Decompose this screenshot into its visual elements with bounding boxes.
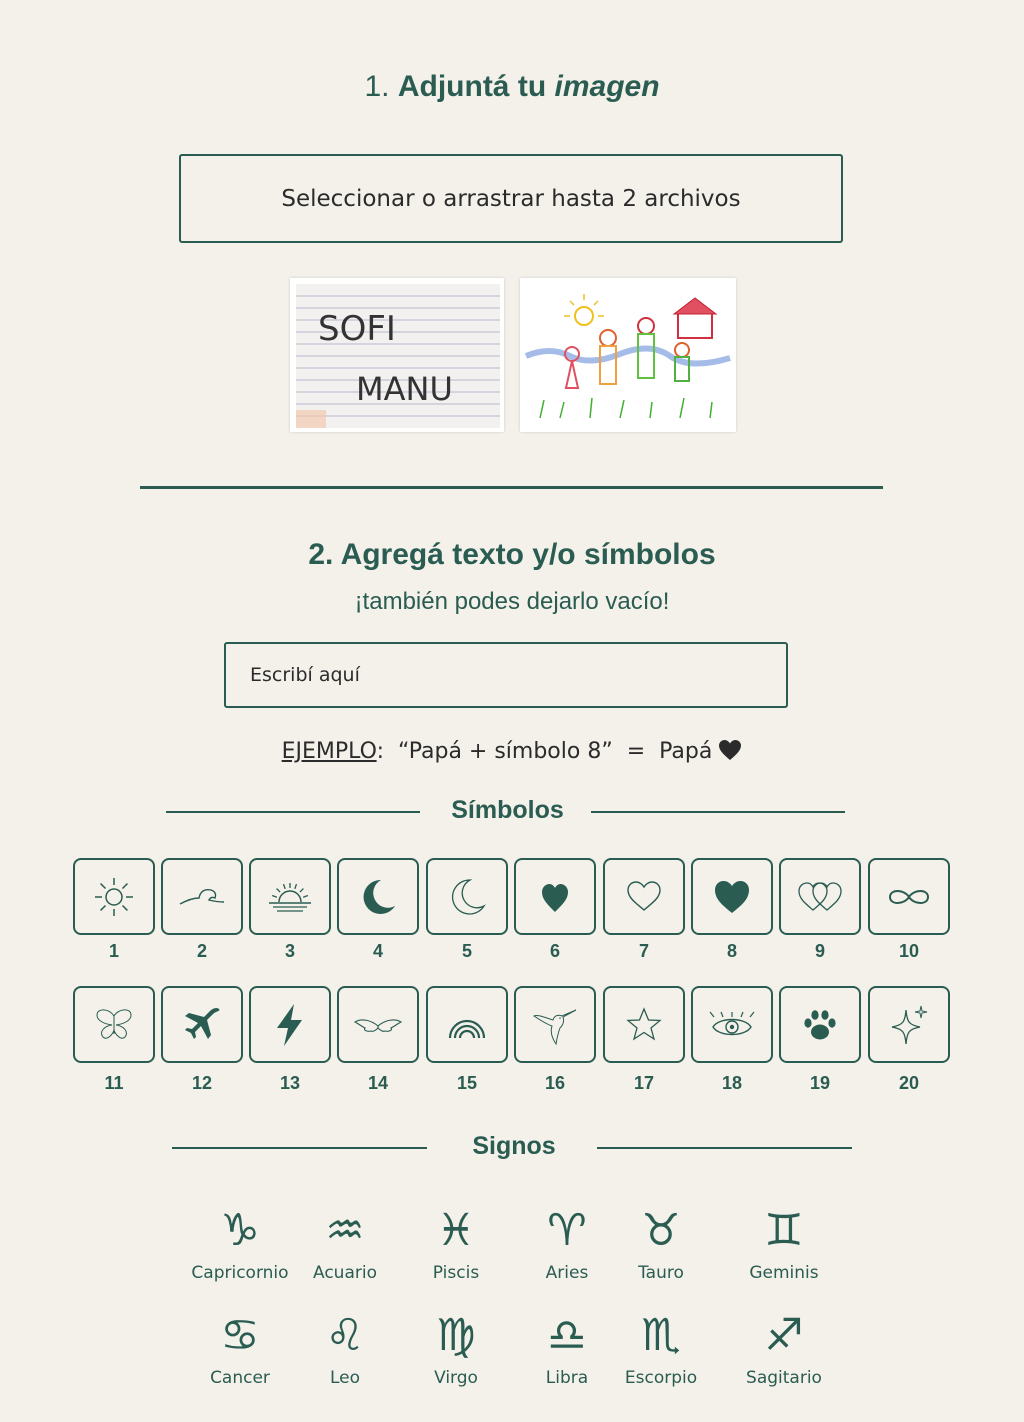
sign-label: Virgo bbox=[434, 1368, 478, 1388]
thumbnail-handwritten-names[interactable] bbox=[290, 278, 504, 432]
sign-label: Escorpio bbox=[624, 1368, 698, 1388]
symbol-button-7[interactable] bbox=[603, 858, 685, 935]
symbol-number: 16 bbox=[544, 1073, 566, 1093]
step2-heading: 2. Agregá texto y/o símbolos bbox=[308, 538, 716, 571]
acuario-glyph-icon: ♒ bbox=[325, 1205, 365, 1256]
libra-glyph-icon: ♎ bbox=[547, 1310, 587, 1361]
symbol-number: 8 bbox=[726, 941, 737, 961]
sign-label: Cancer bbox=[210, 1368, 270, 1388]
step1-heading bbox=[0, 70, 1024, 104]
symbol-button-6[interactable] bbox=[514, 858, 596, 935]
capricornio-glyph-icon: ♑ bbox=[220, 1205, 260, 1256]
tauro-glyph-icon: ♉ bbox=[641, 1205, 681, 1256]
symbol-button-19[interactable] bbox=[779, 986, 861, 1063]
sign-option-virgo[interactable] bbox=[401, 1310, 511, 1388]
heart-outline-icon bbox=[619, 872, 669, 922]
heart-filled-icon bbox=[718, 739, 742, 767]
handwritten-paper-image bbox=[290, 278, 504, 432]
symbol-number: 6 bbox=[549, 941, 560, 961]
symbol-number: 11 bbox=[104, 1073, 124, 1093]
sign-label: Capricornio bbox=[191, 1263, 289, 1283]
butterfly-icon bbox=[89, 1000, 139, 1050]
sign-option-capricornio[interactable] bbox=[185, 1205, 295, 1283]
example-label: EJEMPLO bbox=[281, 739, 377, 764]
symbols-line-right bbox=[591, 811, 845, 813]
heart-filled-small-icon bbox=[530, 872, 580, 922]
sign-label: Geminis bbox=[749, 1263, 819, 1283]
moon-outline-icon bbox=[442, 872, 492, 922]
eye-icon bbox=[707, 1000, 757, 1050]
family-drawing-image bbox=[520, 278, 736, 432]
symbol-button-1[interactable] bbox=[73, 858, 155, 935]
hummingbird-icon bbox=[530, 1000, 580, 1050]
sign-label: Acuario bbox=[313, 1263, 377, 1283]
symbol-button-2[interactable] bbox=[161, 858, 243, 935]
signs-line-left bbox=[172, 1147, 427, 1149]
sign-label: Tauro bbox=[638, 1263, 684, 1283]
symbol-button-17[interactable] bbox=[603, 986, 685, 1063]
moon-filled-icon bbox=[353, 872, 403, 922]
step1-title-italic: imagen bbox=[554, 70, 660, 103]
symbol-button-3[interactable] bbox=[249, 858, 331, 935]
sign-option-geminis[interactable] bbox=[729, 1205, 839, 1283]
example-line bbox=[0, 739, 1024, 767]
example-text: : “Papá + símbolo 8” = Papá bbox=[376, 739, 713, 764]
symbol-button-13[interactable] bbox=[249, 986, 331, 1063]
sign-label: Piscis bbox=[432, 1263, 480, 1283]
symbol-button-4[interactable] bbox=[337, 858, 419, 935]
sign-option-leo[interactable] bbox=[290, 1310, 400, 1388]
symbol-button-18[interactable] bbox=[691, 986, 773, 1063]
rainbow-icon bbox=[442, 1000, 492, 1050]
heart-filled-icon bbox=[707, 872, 757, 922]
symbol-number: 15 bbox=[456, 1073, 478, 1093]
handwritten-line-1: SOFI bbox=[318, 309, 396, 349]
double-heart-icon bbox=[795, 872, 845, 922]
sign-option-tauro[interactable] bbox=[606, 1205, 716, 1283]
cancer-glyph-icon: ♋ bbox=[220, 1310, 260, 1361]
thumbnail-family-drawing[interactable] bbox=[520, 278, 736, 432]
sagitario-glyph-icon: ♐ bbox=[764, 1310, 804, 1361]
infinity-icon bbox=[884, 872, 934, 922]
sign-option-acuario[interactable] bbox=[290, 1205, 400, 1283]
wave-icon bbox=[177, 872, 227, 922]
step2-subtitle: ¡también podes dejarlo vacío! bbox=[354, 588, 670, 615]
symbol-number: 10 bbox=[898, 941, 920, 961]
symbol-number: 12 bbox=[191, 1073, 213, 1093]
sign-option-piscis[interactable] bbox=[401, 1205, 511, 1283]
symbol-button-12[interactable] bbox=[161, 986, 243, 1063]
symbol-button-20[interactable] bbox=[868, 986, 950, 1063]
escorpio-glyph-icon: ♏ bbox=[641, 1310, 681, 1361]
sign-option-escorpio[interactable] bbox=[606, 1310, 716, 1388]
symbol-number: 2 bbox=[196, 941, 207, 961]
airplane-icon bbox=[177, 1000, 227, 1050]
symbol-number: 14 bbox=[367, 1073, 389, 1093]
upload-label: Seleccionar o arrastrar hasta 2 archivos bbox=[281, 185, 741, 212]
leo-glyph-icon: ♌ bbox=[325, 1310, 365, 1361]
signs-title: Signos bbox=[472, 1132, 556, 1160]
step1-number: 1. bbox=[364, 70, 390, 103]
symbol-button-11[interactable] bbox=[73, 986, 155, 1063]
symbol-number: 1 bbox=[108, 941, 119, 961]
sign-label: Leo bbox=[329, 1368, 361, 1388]
symbol-number: 9 bbox=[814, 941, 825, 961]
sunset-icon bbox=[265, 872, 315, 922]
symbols-title: Símbolos bbox=[451, 796, 564, 824]
aries-glyph-icon: ♈ bbox=[547, 1205, 587, 1256]
handwritten-line-2: MANU bbox=[356, 370, 453, 408]
symbol-number: 13 bbox=[279, 1073, 301, 1093]
symbol-button-5[interactable] bbox=[426, 858, 508, 935]
symbol-button-16[interactable] bbox=[514, 986, 596, 1063]
sign-label: Aries bbox=[545, 1263, 589, 1283]
star-icon bbox=[619, 1000, 669, 1050]
symbols-line-left bbox=[166, 811, 420, 813]
step1-title: Adjuntá tu bbox=[397, 70, 547, 103]
symbol-number: 20 bbox=[898, 1073, 920, 1093]
symbol-button-15[interactable] bbox=[426, 986, 508, 1063]
symbol-button-8[interactable] bbox=[691, 858, 773, 935]
symbol-number: 18 bbox=[721, 1073, 743, 1093]
virgo-glyph-icon: ♍ bbox=[436, 1310, 476, 1361]
sun-icon bbox=[89, 872, 139, 922]
symbol-number: 5 bbox=[461, 941, 472, 961]
signs-line-right bbox=[597, 1147, 852, 1149]
paw-icon bbox=[795, 1000, 845, 1050]
symbol-number: 7 bbox=[638, 941, 649, 961]
sign-label: Sagitario bbox=[746, 1368, 822, 1388]
symbol-button-10[interactable] bbox=[868, 858, 950, 935]
symbol-button-14[interactable] bbox=[337, 986, 419, 1063]
symbol-number: 19 bbox=[809, 1073, 831, 1093]
symbol-number: 17 bbox=[633, 1073, 655, 1093]
file-upload-button[interactable] bbox=[179, 154, 843, 243]
sign-option-cancer[interactable] bbox=[185, 1310, 295, 1388]
geminis-glyph-icon: ♊ bbox=[764, 1205, 804, 1256]
symbol-number: 3 bbox=[284, 941, 295, 961]
symbol-number: 4 bbox=[372, 941, 383, 961]
section-divider bbox=[140, 486, 883, 489]
symbol-button-9[interactable] bbox=[779, 858, 861, 935]
lightning-icon bbox=[265, 1000, 315, 1050]
piscis-glyph-icon: ♓ bbox=[436, 1205, 476, 1256]
sign-option-sagitario[interactable] bbox=[729, 1310, 839, 1388]
sign-label: Libra bbox=[545, 1368, 589, 1388]
custom-text-input[interactable] bbox=[224, 642, 788, 708]
sparkle-icon bbox=[884, 1000, 934, 1050]
wings-icon bbox=[353, 1000, 403, 1050]
